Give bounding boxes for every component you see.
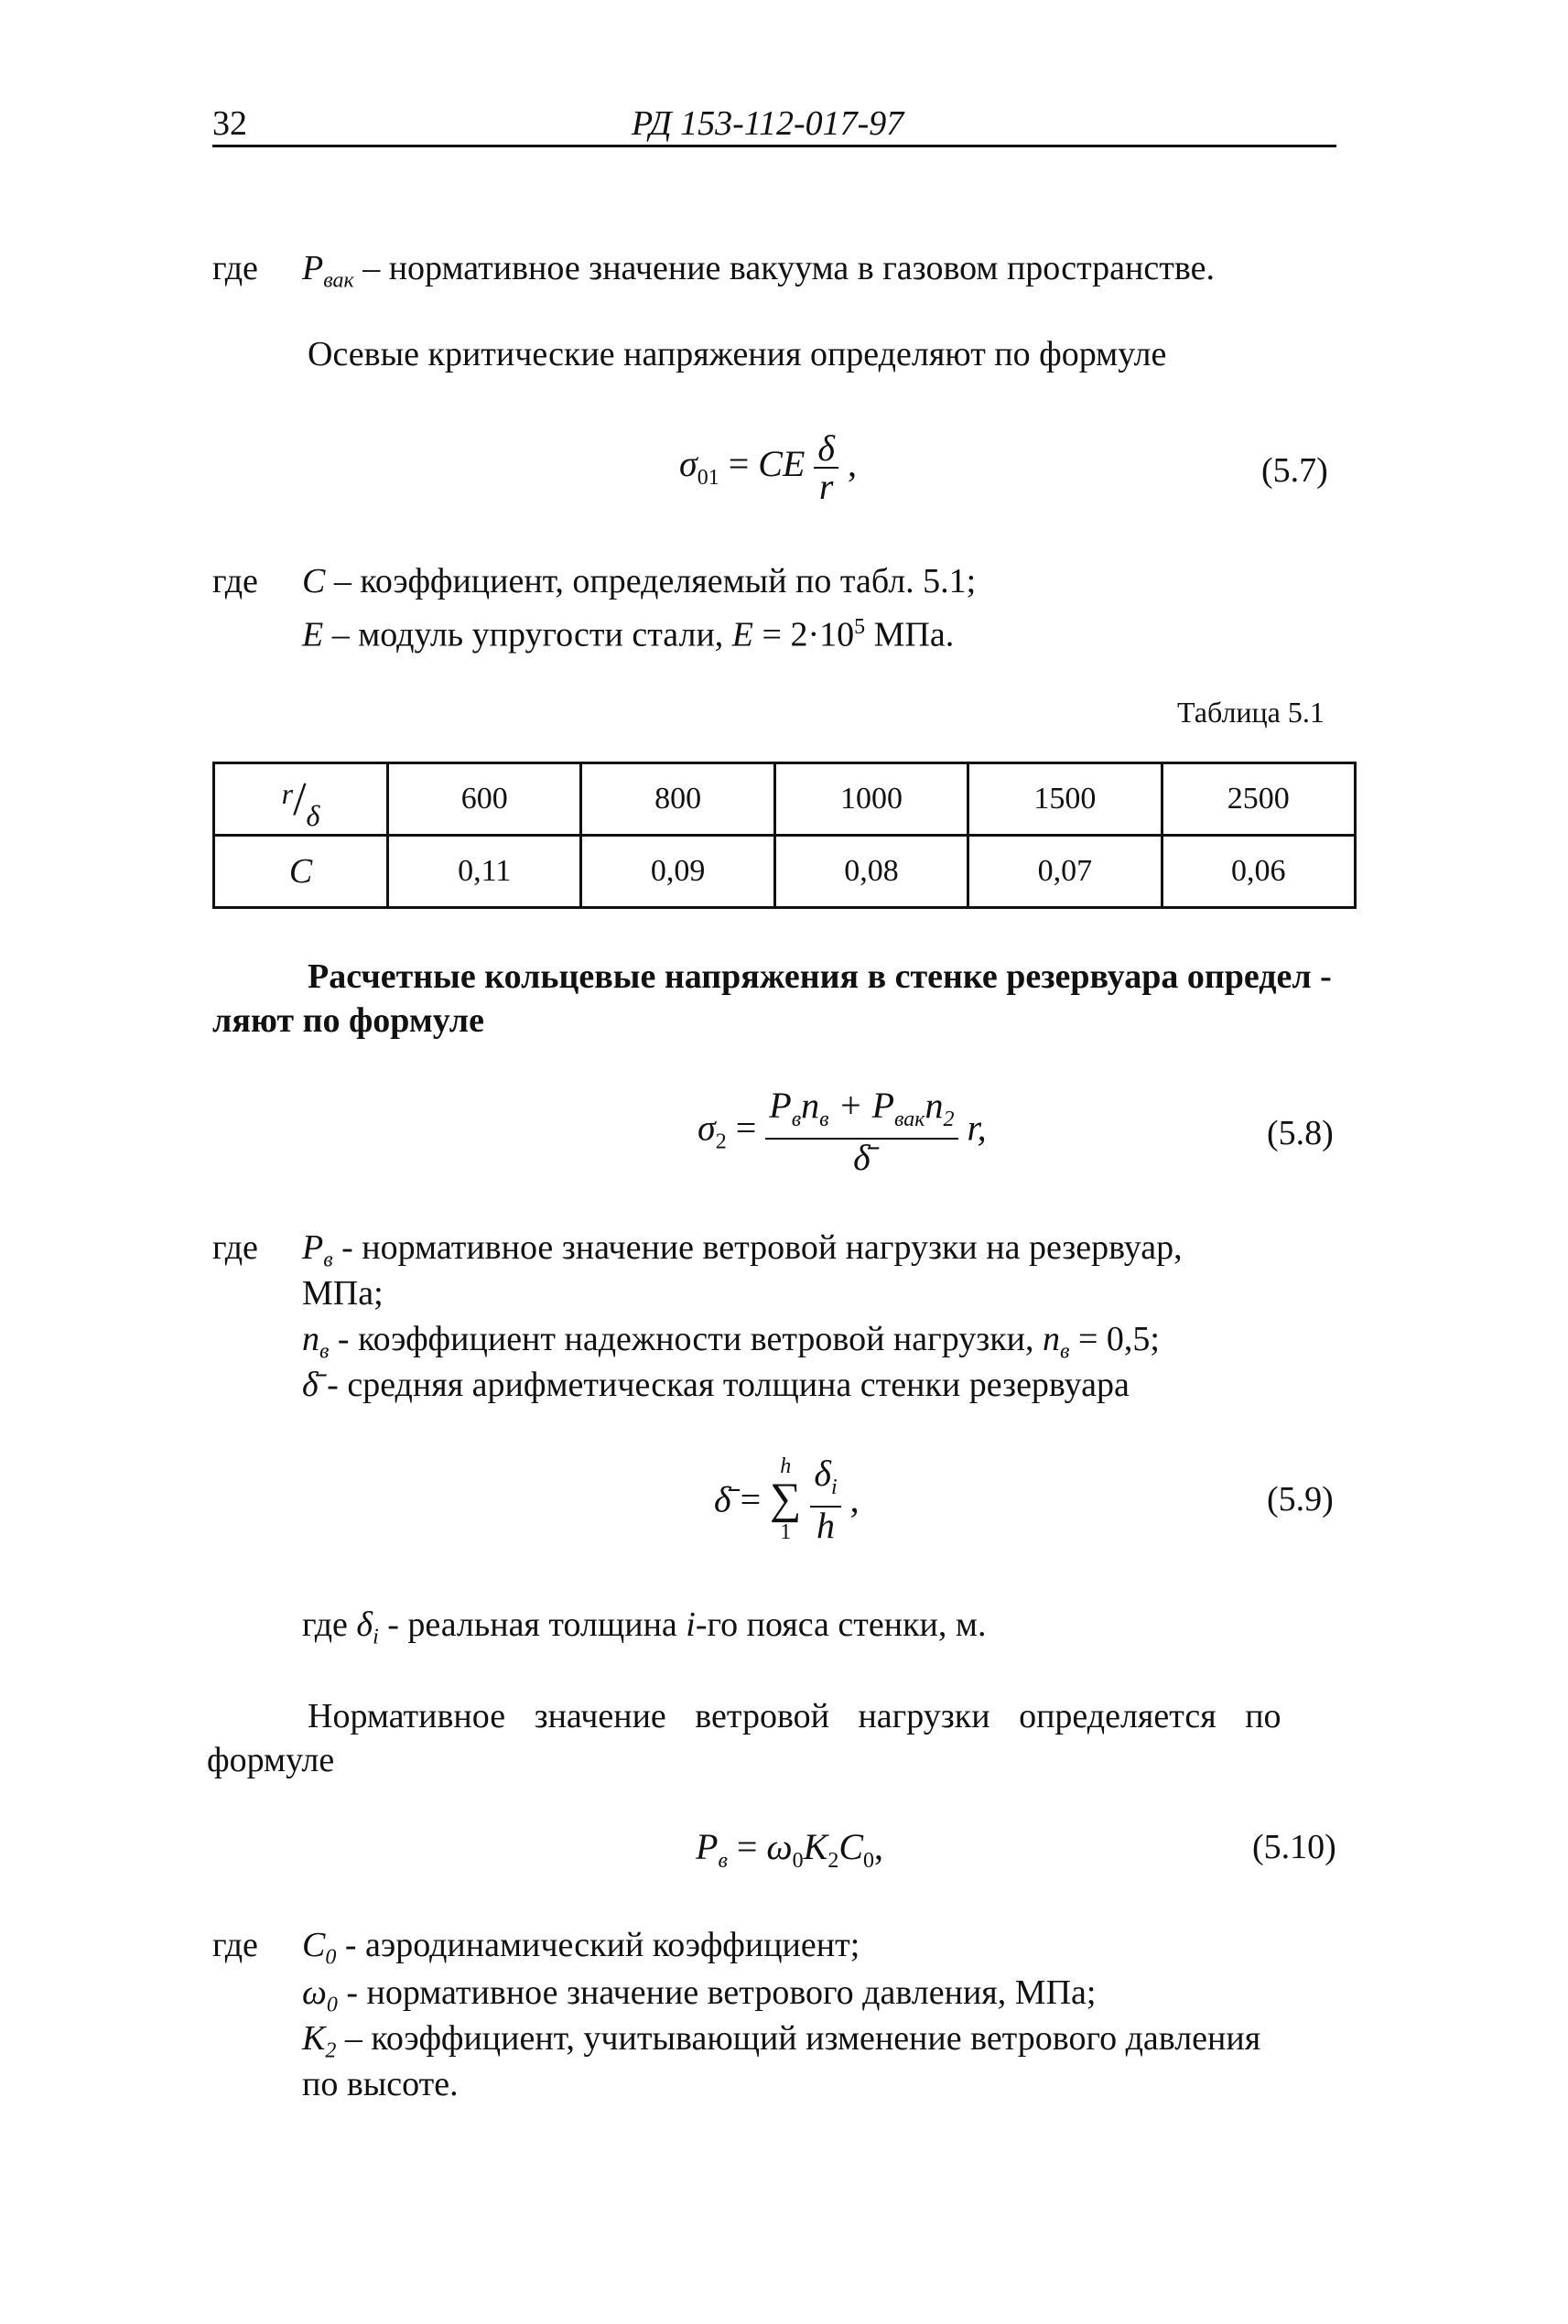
c-text: – коэффициент, определяемый по табл. 5.1; <box>333 562 977 600</box>
sum-upper: h <box>780 1454 792 1478</box>
table-head-r-over-delta <box>214 763 388 836</box>
e-text-1: – модуль упругости стали, <box>331 615 724 654</box>
sigma-01: σ <box>679 443 697 485</box>
pvak-symbol: P <box>302 249 324 287</box>
eq57-numerator: δ <box>814 430 838 469</box>
c-definition <box>302 560 976 602</box>
delta-symbol: δ <box>306 798 320 832</box>
where-label-2: где <box>212 562 258 600</box>
delta-bar-definition <box>302 1364 1130 1406</box>
header-rule <box>212 145 1336 147</box>
c0-sub: 0 <box>325 1945 337 1970</box>
nv-def-sub-2: в <box>1060 1339 1070 1364</box>
nv-def-symbol-2: n <box>1043 1320 1061 1358</box>
table-cell: 0,08 <box>774 836 968 908</box>
eq510-omega: ω <box>766 1826 793 1867</box>
delta-bar-symbol: δ̄ <box>302 1366 319 1404</box>
equation-number-5-7: (5.7) <box>1261 451 1328 490</box>
nv-sub: в <box>819 1108 829 1131</box>
table-cell: 0,09 <box>581 836 774 908</box>
pvak-definition <box>302 247 1215 302</box>
eq58-fraction <box>765 1087 957 1176</box>
k2-text: – коэффициент, учитывающий изменение ветрового давления <box>344 2019 1261 2058</box>
equation-number-5-8: (5.8) <box>1267 1114 1334 1152</box>
n2-sub: 2 <box>943 1108 955 1131</box>
nv-def-sub: в <box>319 1339 330 1364</box>
table-cell: 0,06 <box>1162 836 1355 908</box>
where-label-5: где <box>212 1926 258 1964</box>
summation <box>770 1454 801 1545</box>
ring-stress-paragraph-line-1: Расчетные кольцевые напряжения в стенке резервуара определ - <box>308 957 1332 996</box>
e-symbol: E <box>302 615 324 654</box>
equation-number-5-9: (5.9) <box>1267 1480 1334 1519</box>
delta-i-def-symbol: δ <box>356 1605 373 1644</box>
pv-def-sub: в <box>323 1248 333 1272</box>
table-cell: 800 <box>581 763 774 836</box>
equation-5-10 <box>696 1825 883 1874</box>
e-symbol-2: E <box>731 615 754 654</box>
pv-def-symbol: P <box>302 1228 324 1267</box>
table-cell: 1500 <box>968 763 1162 836</box>
eq57-denominator: r <box>818 466 834 507</box>
eq59-fraction <box>810 1452 840 1546</box>
nv-def-text: - коэффициент надежности ветровой нагрузки, <box>337 1320 1034 1358</box>
table-cell: 1000 <box>774 763 968 836</box>
i-index: i <box>686 1605 696 1644</box>
table-cell: 600 <box>388 763 581 836</box>
eq510-pv-sub: в <box>718 1849 728 1873</box>
sum-lower: 1 <box>780 1520 792 1544</box>
table-caption: Таблица 5.1 <box>1177 696 1325 729</box>
nv-def-value: = 0,5; <box>1077 1320 1160 1358</box>
table-5-1 <box>212 762 1357 909</box>
table-head-c: C <box>214 836 388 908</box>
delta-i-definition <box>302 1604 986 1659</box>
where-label-1: где <box>212 249 258 287</box>
c0-symbol: C <box>302 1926 326 1964</box>
wind-paragraph-line-2: формуле <box>207 1741 335 1779</box>
eq58-numerator <box>765 1087 957 1140</box>
page-number: 32 <box>212 104 247 143</box>
omega0-text: - нормативное значение ветрового давления, МПа; <box>346 1973 1097 2012</box>
e-text-3: = 2·10 <box>762 615 855 654</box>
pv-definition-unit: МПа; <box>302 1274 384 1313</box>
eq510-pv: P <box>696 1826 719 1867</box>
eq58-tail: r, <box>967 1107 987 1149</box>
pv-sub: в <box>791 1108 802 1131</box>
eq510-omega-sub: 0 <box>792 1849 804 1873</box>
table-cell: 0,07 <box>968 836 1162 908</box>
eq59-numerator <box>810 1452 840 1508</box>
delta-i-def-text-1: - реальная толщина <box>387 1605 677 1644</box>
eq57-fraction <box>814 427 838 507</box>
where-label-4: где <box>302 1605 348 1644</box>
nv-def-symbol: n <box>302 1320 319 1358</box>
eq57-equals: = <box>728 443 750 485</box>
delta-i: δ <box>814 1452 831 1494</box>
table-cell: 2500 <box>1162 763 1355 836</box>
omega0-sub: 0 <box>326 1993 338 2017</box>
eq59-comma: , <box>849 1478 860 1520</box>
eq510-c-sub: 0 <box>863 1849 875 1873</box>
eq510-equals: = <box>736 1826 758 1867</box>
pv-def-text: - нормативное значение ветровой нагрузки на резервуар, <box>341 1228 1183 1267</box>
k2-sub: 2 <box>325 2038 337 2063</box>
c0-definition <box>302 1924 860 1979</box>
eq510-comma: , <box>874 1826 884 1867</box>
eq59-equals: = <box>740 1478 762 1520</box>
delta-i-def-text-2: -го пояса стенки, м. <box>695 1605 987 1644</box>
n2-symbol: n <box>925 1085 944 1126</box>
equation-number-5-10: (5.10) <box>1252 1828 1336 1866</box>
equation-5-8 <box>697 1087 987 1176</box>
k2-definition-line-2: по высоте. <box>302 2065 459 2103</box>
pv-symbol: P <box>769 1085 792 1126</box>
omega0-symbol: ω <box>302 1973 327 2012</box>
nv-symbol: n <box>801 1085 820 1126</box>
eq57-comma: , <box>848 443 858 485</box>
e-unit: МПа. <box>873 615 955 654</box>
table-row <box>214 836 1356 908</box>
k2-symbol: K <box>302 2019 326 2058</box>
eq510-k-sub: 2 <box>827 1849 839 1873</box>
where-label-3: где <box>212 1228 258 1267</box>
c0-text: - аэродинамический коэффициент; <box>344 1926 860 1964</box>
delta-i-sub: i <box>830 1475 838 1499</box>
pvak-term: + P <box>838 1085 895 1126</box>
r-symbol: r <box>281 776 294 810</box>
delta-i-def-sub: i <box>373 1625 379 1649</box>
equation-5-7 <box>679 427 858 507</box>
e-exponent: 5 <box>854 615 866 639</box>
equation-5-9 <box>714 1454 860 1545</box>
sigma-2-sub: 2 <box>715 1130 727 1154</box>
e-definition <box>302 606 954 656</box>
eq58-denominator: δ̄ <box>853 1137 871 1178</box>
axial-stress-paragraph: Осевые критические напряжения определяют по формуле <box>308 335 1167 373</box>
sigma-01-sub: 01 <box>697 466 719 491</box>
c-symbol: C <box>302 562 326 600</box>
sigma-2: σ <box>697 1107 716 1149</box>
eq510-c: C <box>838 1826 864 1867</box>
pvak-text: – нормативное значение вакуума в газовом пространстве. <box>362 249 1215 287</box>
document-code: РД 153-112-017-97 <box>632 104 904 143</box>
delta-bar-text: - средняя арифметическая толщина стенки резервуара <box>327 1366 1130 1404</box>
eq59-denominator: h <box>816 1504 835 1546</box>
slash: / <box>293 773 307 826</box>
pv-definition <box>302 1227 1183 1281</box>
eq510-k: K <box>803 1826 828 1867</box>
eq58-equals: = <box>735 1107 757 1149</box>
table-cell: 0,11 <box>388 836 581 908</box>
pvak-subscript: вак <box>323 268 354 293</box>
table-row <box>214 763 1356 836</box>
pvak-sub: вак <box>894 1108 925 1131</box>
sum-sign: ∑ <box>770 1475 802 1523</box>
eq57-ce: CE <box>758 443 806 485</box>
wind-paragraph-line-1: Нормативное значение ветровой нагрузки определяется по <box>308 1697 1281 1735</box>
ring-stress-paragraph-line-2: ляют по формуле <box>212 1001 484 1040</box>
eq59-lhs: δ̄ <box>714 1478 731 1520</box>
